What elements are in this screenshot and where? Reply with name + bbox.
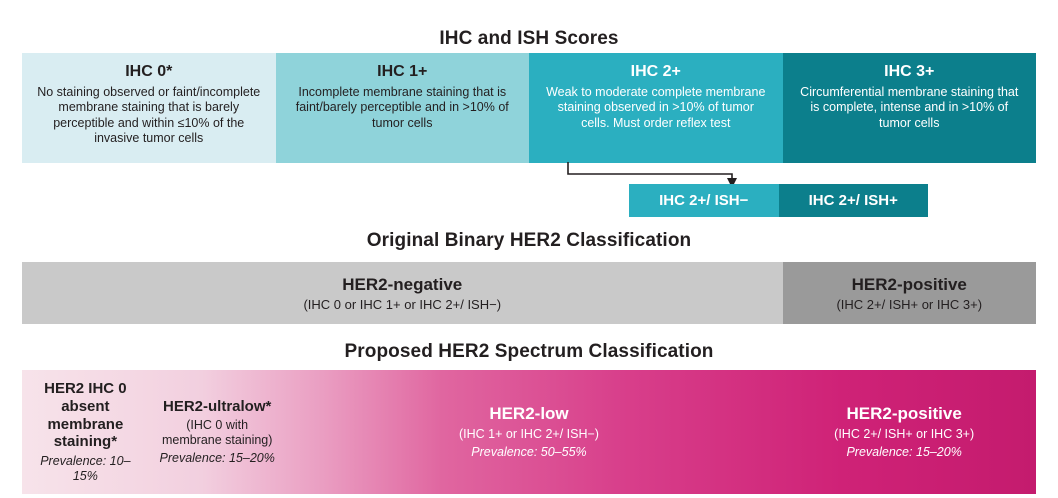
- spectrum-classification-row: [22, 370, 1036, 494]
- binary-classification-title: Original Binary HER2 Classification: [366, 230, 692, 251]
- ihc-score-description: No staining observed or faint/incomplete membrane staining that is barely perceptible and within ≤10% of the invasive tumor cells: [37, 85, 261, 145]
- ihc-score-header: IHC 1+: [377, 63, 428, 80]
- her2-negative-subtext: (IHC 0 or IHC 1+ or IHC 2+/ ISH−): [303, 296, 502, 312]
- ihc-score-description: Weak to moderate complete membrane staining observed in >10% of tumor cells. Must order reflex test: [546, 85, 766, 130]
- ihc-score-header: IHC 3+: [884, 63, 935, 80]
- ihc-score-description: Incomplete membrane staining that is faint/barely perceptible and in >10% of tumor cells: [295, 85, 509, 130]
- ish-negative-cell: IHC 2+/ ISH−: [629, 184, 779, 217]
- spectrum-cell-her2-ultralow: [149, 370, 286, 494]
- ish-positive-cell: IHC 2+/ ISH+: [779, 184, 929, 217]
- ihc-ish-scores-title: IHC and ISH Scores: [439, 28, 619, 49]
- her2-negative-header: HER2-negative: [342, 274, 463, 294]
- ihc-score-header: IHC 0*: [125, 63, 173, 80]
- ihc-score-row: [22, 53, 1036, 163]
- ihc-score-cell-3: [783, 53, 1037, 163]
- binary-classification-row: [22, 262, 1036, 324]
- ihc-score-cell-2: [529, 53, 783, 163]
- spectrum-subtext: (IHC 2+/ ISH+ or IHC 3+): [834, 426, 975, 441]
- ihc-score-header: IHC 2+: [630, 63, 681, 80]
- ihc-score-cell-1: [276, 53, 530, 163]
- spectrum-header: HER2 IHC 0 absent membrane staining*: [44, 380, 127, 451]
- spectrum-header: HER2-ultralow*: [163, 398, 272, 416]
- spectrum-cell-her2-low: [286, 370, 773, 494]
- spectrum-prevalence: Prevalence: 50–55%: [471, 444, 587, 459]
- ish-result-row: [629, 184, 928, 217]
- spectrum-cell-her2-ihc-0: [22, 370, 149, 494]
- spectrum-subtext: (IHC 0 with membrane staining): [161, 417, 273, 447]
- spectrum-classification-title: Proposed HER2 Spectrum Classification: [344, 341, 714, 362]
- spectrum-cell-her2-positive: [772, 370, 1036, 494]
- her2-positive-subtext: (IHC 2+/ ISH+ or IHC 3+): [836, 296, 983, 312]
- spectrum-header: HER2-low: [489, 404, 569, 424]
- her2-positive-header: HER2-positive: [851, 274, 967, 294]
- spectrum-subtext: (IHC 1+ or IHC 2+/ ISH−): [458, 426, 599, 441]
- her2-negative-cell: [22, 262, 783, 324]
- spectrum-prevalence: Prevalence: 15–20%: [159, 450, 275, 465]
- ihc-score-cell-0: [22, 53, 276, 163]
- spectrum-header: HER2-positive: [846, 404, 962, 424]
- spectrum-prevalence: Prevalence: 10–15%: [40, 453, 131, 483]
- her2-positive-cell: [783, 262, 1037, 324]
- spectrum-prevalence: Prevalence: 15–20%: [846, 444, 962, 459]
- ihc-score-description: Circumferential membrane staining that is complete, intense and in >10% of tumor cells: [800, 85, 1019, 130]
